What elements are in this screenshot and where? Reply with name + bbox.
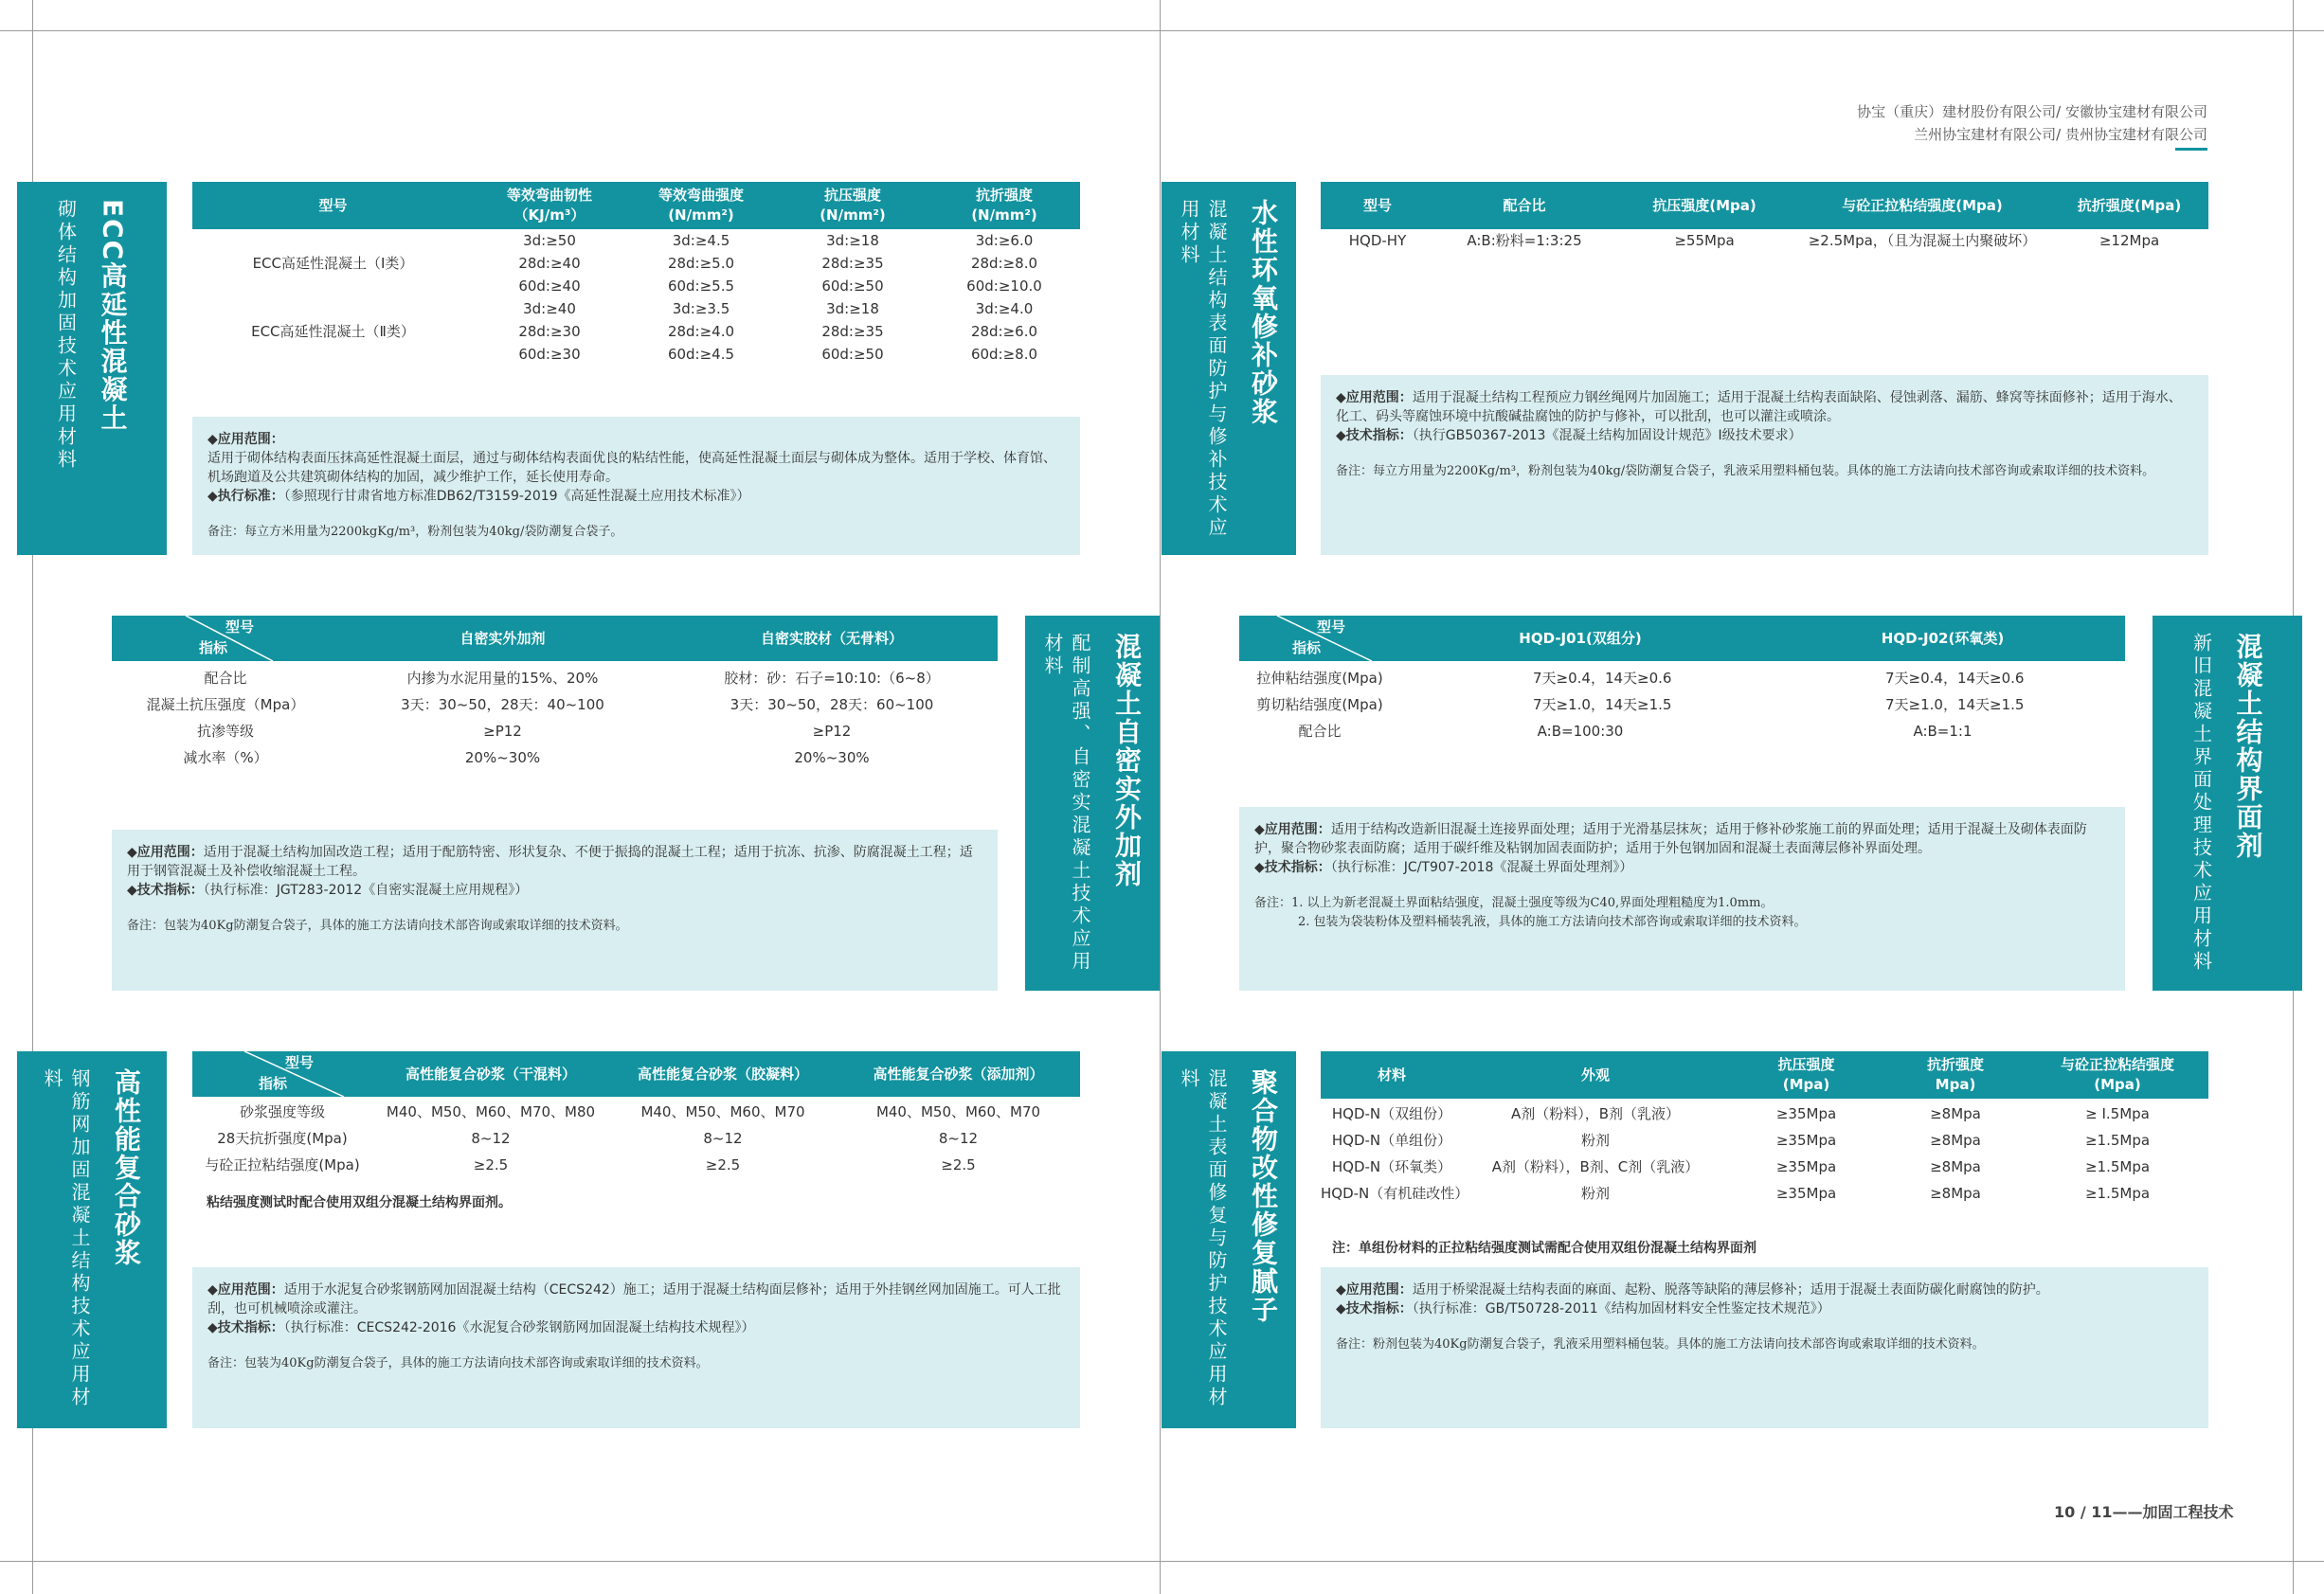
- hy-header-bond: 与砼正拉粘结强度(Mpa): [1842, 196, 2003, 214]
- table-cell: 28d:≥5.0: [667, 255, 735, 272]
- table-row: [1321, 1182, 2208, 1209]
- zm-subtitle: 配制高强、自密实混凝土技术应用材料: [1041, 633, 1091, 974]
- table-cell: ≥55Mpa: [1674, 232, 1735, 249]
- table-cell: 60d:≥4.5: [667, 346, 735, 363]
- table-cell: 60d:≥50: [821, 278, 884, 295]
- ecc-header-toughness: 等效弯曲韧性 （KJ/m³）: [506, 187, 592, 224]
- ecc-table-body: [192, 229, 1080, 366]
- table-cell: 3天：30~50，28天：60~100: [730, 696, 934, 713]
- table-cell: ≥1.5Mpa: [2084, 1132, 2151, 1149]
- gx-subtitle: 钢筋网加固混凝土结构技术应用材料: [41, 1068, 91, 1409]
- table-cell: ≥35Mpa: [1775, 1105, 1837, 1122]
- zm-header-admix: 自密实外加剂: [459, 629, 546, 647]
- table-cell: 60d:≥8.0: [970, 346, 1038, 363]
- table-cell: 60d:≥5.5: [667, 278, 735, 295]
- table-cell: A:B=100:30: [1537, 723, 1624, 740]
- table-cell: M40、M50、M60、M70: [640, 1103, 805, 1120]
- jm-subtitle: 新旧混凝土界面处理技术应用材料: [2189, 633, 2213, 974]
- jm-table-body: [1239, 667, 2125, 746]
- jh-plain-note: 注：单组份材料的正拉粘结强度测试需配合使用双组份混凝土结构界面剂: [1332, 1241, 1757, 1256]
- table-cell: ≥8Mpa: [1930, 1158, 1981, 1175]
- table-cell: 28d:≥30: [518, 323, 581, 340]
- table-cell: HQD-N（环氧类）: [1331, 1158, 1452, 1175]
- table-row: [192, 275, 1080, 297]
- table-cell: ≥P12: [483, 723, 522, 740]
- ecc-side-banner: [17, 182, 167, 555]
- table-cell: 3d:≥18: [826, 232, 879, 249]
- table-cell: 胶材：砂：石子=10:10:（6~8）: [724, 670, 940, 687]
- table-cell: ≥2.5: [941, 1156, 976, 1173]
- table-cell: 20%~30%: [794, 749, 870, 766]
- hy-header-flexural: 抗折强度(Mpa): [2077, 196, 2182, 214]
- jm-title: 混凝土结构界面剂: [2232, 633, 2264, 860]
- table-cell: [192, 297, 474, 320]
- hy-table-header: [1321, 182, 2208, 229]
- frame-bottom-line: [0, 1561, 2324, 1562]
- table-cell: 60d:≥10.0: [966, 278, 1042, 295]
- zm-table: [112, 616, 998, 777]
- table-cell: ≥1.5Mpa: [2084, 1185, 2151, 1202]
- table-row: [1321, 1102, 2208, 1129]
- gx-table-header: [192, 1051, 1080, 1097]
- hy-std-label: ◆技术指标：: [1336, 428, 1413, 443]
- table-cell: 粉剂: [1580, 1132, 1610, 1149]
- hy-scope-label: ◆应用范围：: [1336, 390, 1413, 405]
- table-cell: 28d:≥35: [821, 323, 884, 340]
- zm-scope-text: 适用于混凝土结构加固改造工程；适用于配筋特密、形状复杂、不便于振捣的混凝土工程；适用于抗冻、抗渗、防腐混凝土工程；适用于钢管混凝土及补偿收缩混凝土工程。: [127, 845, 973, 879]
- table-cell: ECC高延性混凝土（Ⅰ类）: [252, 255, 414, 272]
- ecc-scope-text: 适用于砌体结构表面压抹高延性混凝土面层，通过与砌体结构表面优良的粘结性能，使高延性混凝土面层与砌体成为整体。适用于学校、体育馆、机场跑道及公共建筑砌体结构的加固，减少维护工作，延长使用寿命。: [207, 451, 1056, 485]
- jm-std-label: ◆技术指标：: [1254, 860, 1331, 875]
- gx-header-dry: 高性能复合砂浆（干混料）: [405, 1065, 576, 1083]
- zm-header-binder: 自密实胶材（无骨料）: [760, 629, 903, 647]
- jh-scope-text: 适用于桥梁混凝土结构表面的麻面、起粉、脱落等缺陷的薄层修补；适用于混凝土表面防碳化耐腐蚀的防护。: [1412, 1282, 2049, 1298]
- table-cell: 拉伸粘结强度(Mpa): [1256, 670, 1383, 687]
- table-row: [192, 343, 1080, 366]
- table-cell: ≥2.5: [473, 1156, 509, 1173]
- table-row: [112, 693, 998, 720]
- table-cell: A:B:粉料=1:3:25: [1467, 232, 1582, 249]
- gx-scope-text: 适用于水泥复合砂浆钢筋网加固混凝土结构（CECS242）施工；适用于混凝土结构面层修补；适用于外挂钢丝网加固施工。可人工批刮，也可机械喷涂或灌注。: [207, 1282, 1061, 1316]
- jh-remark: 备注：粉剂包装为40Kg防潮复合袋子，乳液采用塑料桶包装。具体的施工方法请向技术部咨询或索取详细的技术资料。: [1336, 1337, 1985, 1352]
- ecc-header-model: 型号: [318, 196, 348, 214]
- table-cell: ≥35Mpa: [1775, 1158, 1837, 1175]
- table-cell: ≥35Mpa: [1775, 1132, 1837, 1149]
- company-underline: [2175, 148, 2207, 151]
- zm-diag-top: 型号: [225, 618, 255, 636]
- jm-remark-2: 2. 包装为袋装粉体及塑料桶装乳液，具体的施工方法请向技术部咨询或索取详细的技术资料。: [1298, 915, 1807, 929]
- table-cell: 7天≥0.4，14天≥0.6: [1885, 670, 2025, 687]
- gx-std-text: （执行标准：CECS242-2016《水泥复合砂浆钢筋网加固混凝土结构技术规程》）: [283, 1320, 755, 1335]
- ecc-remark: 备注：每立方米用量为2200kgKg/m³，粉剂包装为40kg/袋防潮复合袋子。: [207, 525, 623, 539]
- table-row: [192, 1127, 1080, 1154]
- jm-diag-top: 型号: [1317, 618, 1346, 636]
- table-cell: ≥35Mpa: [1775, 1185, 1837, 1202]
- table-cell: 3d:≥3.5: [672, 300, 730, 317]
- table-cell: ≥ I.5Mpa: [2085, 1105, 2150, 1122]
- table-cell: ≥1.5Mpa: [2084, 1158, 2151, 1175]
- jh-header-compress: 抗压强度 (Mpa): [1777, 1056, 1835, 1093]
- table-cell: 减水率（%）: [183, 749, 268, 766]
- table-cell: 与砼正拉粘结强度(Mpa): [205, 1156, 360, 1173]
- gx-table: [192, 1051, 1080, 1184]
- table-row: [192, 1154, 1080, 1180]
- table-cell: HQD-N（有机硅改性）: [1321, 1185, 1469, 1202]
- jm-table: [1239, 616, 2125, 748]
- ecc-table-header: [192, 182, 1080, 229]
- jm-diag-bottom: 指标: [1292, 639, 1322, 656]
- jh-table-body: [1321, 1102, 2208, 1209]
- table-cell: M40、M50、M60、M70、M80: [386, 1103, 596, 1120]
- jh-std-label: ◆技术指标：: [1336, 1301, 1413, 1316]
- table-cell: 3天：30~50，28天：40~100: [401, 696, 604, 713]
- jh-scope-label: ◆应用范围：: [1336, 1282, 1413, 1298]
- zm-remark: 备注：包装为40Kg防潮复合袋子，具体的施工方法请向技术部咨询或索取详细的技术资料。: [127, 919, 628, 933]
- jh-subtitle: 混凝土表面修复与防护技术应用材料: [1178, 1068, 1228, 1409]
- table-row: [112, 667, 998, 693]
- table-cell: M40、M50、M60、M70: [875, 1103, 1041, 1120]
- gx-diag-top: 型号: [285, 1054, 315, 1071]
- gx-header-diag: [192, 1051, 372, 1097]
- hy-std-text: （执行GB50367-2013《混凝土结构加固设计规范》I级技术要求）: [1412, 428, 1802, 443]
- table-cell: [192, 275, 474, 297]
- table-cell: HQD-N（双组份）: [1331, 1105, 1452, 1122]
- table-cell: ≥P12: [812, 723, 852, 740]
- table-cell: ECC高延性混凝土（Ⅱ类）: [251, 323, 415, 340]
- jh-header-appearance: 外观: [1580, 1066, 1610, 1084]
- table-cell: 7天≥1.0，14天≥1.5: [1885, 696, 2025, 713]
- table-cell: 8~12: [938, 1130, 979, 1147]
- jm-note-box: [1239, 807, 2125, 991]
- ecc-title: ECC高延性混凝土: [97, 199, 129, 433]
- table-cell: 3d:≥18: [826, 300, 879, 317]
- table-cell: HQD-HY: [1348, 232, 1407, 249]
- hy-remark: 备注：每立方用量为2200Kg/m³，粉剂包装为40kg/袋防潮复合袋子，乳液采用塑料桶包装。具体的施工方法请向技术部咨询或索取详细的技术资料。: [1336, 464, 2155, 478]
- hy-note-box: [1321, 375, 2208, 555]
- table-row: [192, 229, 1080, 252]
- jm-remark-1: 备注：1. 以上为新老混凝土界面粘结强度，混凝土强度等级为C40,界面处理粗糙度为1.0mm。: [1254, 896, 1774, 910]
- table-cell: ≥8Mpa: [1930, 1185, 1981, 1202]
- table-cell: 砂浆强度等级: [239, 1103, 325, 1120]
- zm-scope-label: ◆应用范围：: [127, 845, 204, 860]
- table-cell: 8~12: [471, 1130, 511, 1147]
- company-line-1: 协宝（重庆）建材股份有限公司/ 安徽协宝建材有限公司: [1857, 103, 2207, 120]
- hy-title: 水性环氧修补砂浆: [1248, 199, 1279, 426]
- table-cell: 配合比: [1298, 723, 1342, 740]
- table-row: [1321, 229, 2208, 252]
- jh-std-text: （执行标准：GB/T50728-2011《结构加固材料安全性鉴定技术规范》）: [1412, 1301, 1830, 1316]
- table-row: [192, 320, 1080, 343]
- table-cell: 8~12: [703, 1130, 743, 1147]
- frame-spine-line: [1160, 0, 1161, 1594]
- zm-title: 混凝土自密实外加剂: [1111, 633, 1143, 888]
- frame-top-line: [0, 30, 2324, 31]
- gx-table-body: [192, 1101, 1080, 1180]
- zm-table-header: [112, 616, 998, 661]
- table-cell: 配合比: [204, 670, 247, 687]
- table-cell: 3d:≥4.5: [672, 232, 730, 249]
- table-cell: [192, 343, 474, 366]
- ecc-header-flexural: 抗折强度 (N/mm²): [971, 187, 1037, 224]
- table-cell: A:B=1:1: [1913, 723, 1973, 740]
- table-row: [1321, 1155, 2208, 1182]
- hy-table: [1321, 182, 2208, 258]
- jh-side-banner: [1162, 1051, 1296, 1428]
- gx-remark: 备注：包装为40Kg防潮复合袋子，具体的施工方法请向技术部咨询或索取详细的技术资料。: [207, 1356, 709, 1370]
- hy-table-body: [1321, 229, 2208, 252]
- table-cell: 28d:≥40: [518, 255, 581, 272]
- zm-std-label: ◆技术指标：: [127, 883, 204, 898]
- gx-header-additive: 高性能复合砂浆（添加剂）: [873, 1065, 1044, 1083]
- table-cell: 粉剂: [1580, 1185, 1610, 1202]
- jh-header-material: 材料: [1377, 1066, 1406, 1084]
- zm-diag-bottom: 指标: [199, 639, 228, 656]
- jm-side-banner: [2153, 616, 2302, 991]
- table-row: [112, 746, 998, 773]
- ecc-table: [192, 182, 1080, 371]
- gx-header-binder: 高性能复合砂浆（胶凝料）: [637, 1065, 808, 1083]
- page-number: 10 / 11——加固工程技术: [2054, 1503, 2234, 1521]
- jm-header-j02: HQD-J02(环氧类): [1881, 629, 2005, 647]
- table-cell: 28d:≥35: [821, 255, 884, 272]
- ecc-std-text: （参照现行甘肃省地方标准DB62/T3159-2019《高延性混凝土应用技术标准》）: [283, 489, 750, 504]
- hy-header-ratio: 配合比: [1503, 196, 1546, 214]
- gx-plain-note: 粘结强度测试时配合使用双组分混凝土结构界面剂。: [207, 1195, 512, 1210]
- zm-side-banner: [1025, 616, 1160, 991]
- gx-scope-label: ◆应用范围：: [207, 1282, 284, 1298]
- table-cell: 剪切粘结强度(Mpa): [1256, 696, 1383, 713]
- jm-scope-label: ◆应用范围：: [1254, 822, 1331, 837]
- gx-note-box: [192, 1267, 1080, 1428]
- table-row: [112, 720, 998, 746]
- ecc-scope-label: ◆应用范围：: [207, 432, 284, 447]
- gx-side-banner: [17, 1051, 167, 1428]
- table-cell: 60d:≥40: [518, 278, 581, 295]
- table-cell: 7天≥1.0，14天≥1.5: [1533, 696, 1672, 713]
- zm-note-box: [112, 830, 998, 991]
- table-cell: 3d:≥4.0: [975, 300, 1034, 317]
- company-line-2: 兰州协宝建材有限公司/ 贵州协宝建材有限公司: [1914, 126, 2207, 143]
- table-cell: 3d:≥50: [523, 232, 576, 249]
- jm-header-j01: HQD-J01(双组分): [1519, 629, 1642, 647]
- table-cell: ≥2.5: [705, 1156, 741, 1173]
- table-row: [192, 297, 1080, 320]
- jh-header-bond: 与砼正拉粘结强度 (Mpa): [2060, 1056, 2174, 1093]
- gx-title: 高性能复合砂浆: [111, 1068, 142, 1267]
- table-row: [192, 252, 1080, 275]
- hy-subtitle: 混凝土结构表面防护与修补技术应用材料: [1178, 199, 1228, 540]
- table-cell: 混凝土抗压强度（Mpa）: [146, 696, 305, 713]
- table-cell: 28d:≥6.0: [970, 323, 1038, 340]
- table-cell: 60d:≥30: [518, 346, 581, 363]
- table-cell: ≥8Mpa: [1930, 1105, 1981, 1122]
- table-cell: 7天≥0.4，14天≥0.6: [1533, 670, 1672, 687]
- jh-table: [1321, 1051, 2208, 1212]
- jm-std-text: （执行标准：JC/T907-2018《混凝土界面处理剂》）: [1330, 860, 1633, 875]
- table-cell: ≥12Mpa: [2099, 232, 2160, 249]
- table-cell: ≥8Mpa: [1930, 1132, 1981, 1149]
- ecc-note-box: [192, 417, 1080, 555]
- ecc-header-compress: 抗压强度 (N/mm²): [820, 187, 886, 224]
- table-cell: A剂（粉料），B剂（乳液）: [1510, 1105, 1681, 1122]
- hy-scope-text: 适用于混凝土结构工程预应力钢丝绳网片加固施工；适用于混凝土结构表面缺陷、侵蚀剥落、漏筋、蜂窝等抹面修补；适用于海水、化工、码头等腐蚀环境中抗酸碱盐腐蚀的防护与修补，可以批刮，也可以灌注或喷涂。: [1336, 390, 2182, 424]
- table-cell: 28天抗折强度(Mpa): [217, 1130, 348, 1147]
- table-cell: HQD-N（单组份）: [1331, 1132, 1452, 1149]
- company-header: [1611, 100, 2207, 146]
- table-row: [192, 1101, 1080, 1127]
- jh-title: 聚合物改性修复腻子: [1248, 1068, 1279, 1324]
- hy-header-compress: 抗压强度(Mpa): [1652, 196, 1757, 214]
- jm-table-header: [1239, 616, 2125, 661]
- jm-header-diag: [1239, 616, 1400, 661]
- gx-std-label: ◆技术指标：: [207, 1320, 284, 1335]
- table-cell: [192, 229, 474, 252]
- table-cell: 28d:≥4.0: [667, 323, 735, 340]
- table-row: [1239, 667, 2125, 693]
- table-cell: 20%~30%: [464, 749, 541, 766]
- jm-scope-text: 适用于结构改造新旧混凝土连接界面处理；适用于光滑基层抹灰；适用于修补砂浆施工前的界面处理；适用于混凝土及砌体表面防护，聚合物砂浆表面防腐；适用于碳纤维及粘钢加固表面防护；适用于外包钢加固和混凝土表面薄层修补界面处理。: [1254, 822, 2087, 856]
- gx-diag-bottom: 指标: [259, 1075, 288, 1092]
- ecc-std-label: ◆执行标准：: [207, 489, 284, 504]
- table-cell: A剂（粉料），B剂、C剂（乳液）: [1491, 1158, 1700, 1175]
- zm-table-body: [112, 667, 998, 773]
- ecc-header-bending: 等效弯曲强度 (N/mm²): [658, 187, 744, 224]
- table-cell: ≥2.5Mpa，（且为混凝土内聚破坏）: [1808, 232, 2037, 249]
- hy-side-banner: [1162, 182, 1296, 555]
- table-cell: 28d:≥8.0: [970, 255, 1038, 272]
- table-row: [1321, 1129, 2208, 1155]
- table-cell: 抗渗等级: [196, 723, 254, 740]
- zm-header-diag: [112, 616, 339, 661]
- jh-header-flexural: 抗折强度 Mpa): [1926, 1056, 1984, 1093]
- table-row: [1239, 693, 2125, 720]
- table-row: [1239, 720, 2125, 746]
- table-cell: 3d:≥40: [523, 300, 576, 317]
- ecc-subtitle: 砌体结构加固技术应用材料: [54, 199, 78, 472]
- jh-table-header: [1321, 1051, 2208, 1099]
- table-cell: 60d:≥50: [821, 346, 884, 363]
- table-cell: 内掺为水泥用量的15%、20%: [406, 670, 599, 687]
- zm-std-text: （执行标准：JGT283-2012《自密实混凝土应用规程》）: [203, 883, 529, 898]
- table-cell: 3d:≥6.0: [975, 232, 1034, 249]
- jh-note-box: [1321, 1267, 2208, 1428]
- hy-header-model: 型号: [1362, 196, 1392, 214]
